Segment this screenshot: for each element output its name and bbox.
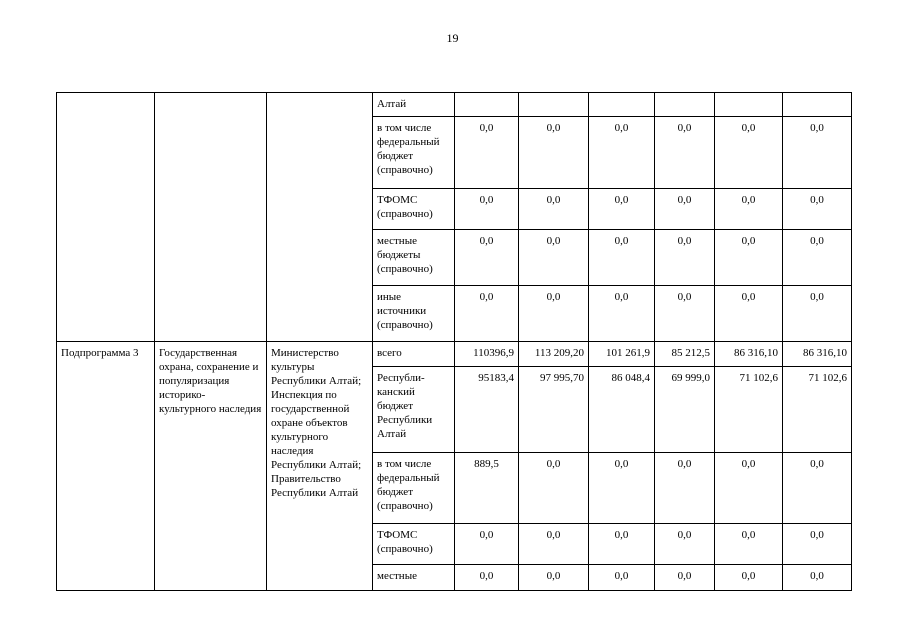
- subprogram-label: Подпрограмма 3: [57, 342, 155, 591]
- value-cell: 0,0: [589, 453, 655, 524]
- value-cell: [455, 93, 519, 117]
- source-cell: в том числе федеральный бюджет (справочно): [373, 117, 455, 189]
- value-cell: 889,5: [455, 453, 519, 524]
- source-cell: иные источники (справочно): [373, 286, 455, 342]
- value-cell: 0,0: [455, 117, 519, 189]
- cont-col1: [57, 93, 155, 342]
- value-cell: 0,0: [783, 230, 852, 286]
- value-cell: 0,0: [783, 286, 852, 342]
- value-cell: 0,0: [715, 189, 783, 230]
- subprogram-executors: [267, 342, 373, 591]
- source-cell: в том числе федеральный бюджет (справочно): [373, 453, 455, 524]
- value-cell: 0,0: [715, 453, 783, 524]
- executor-3: Правительство Республики Алтай: [271, 473, 359, 499]
- value-cell: 0,0: [655, 117, 715, 189]
- value-cell: [519, 93, 589, 117]
- value-cell: 0,0: [455, 230, 519, 286]
- budget-table: [56, 92, 852, 591]
- value-cell: 95183,4: [455, 367, 519, 453]
- value-cell: 0,0: [589, 565, 655, 591]
- value-cell: 86 316,10: [715, 342, 783, 367]
- value-cell: 0,0: [519, 524, 589, 565]
- value-cell: 0,0: [783, 189, 852, 230]
- value-cell: 0,0: [783, 524, 852, 565]
- value-cell: 0,0: [519, 565, 589, 591]
- value-cell: [783, 93, 852, 117]
- value-cell: 0,0: [519, 189, 589, 230]
- value-cell: [589, 93, 655, 117]
- value-cell: 85 212,5: [655, 342, 715, 367]
- value-cell: 71 102,6: [715, 367, 783, 453]
- subprogram-name: Государственная охрана, сохранение и популяризация историко-культурного наследия: [155, 342, 267, 591]
- value-cell: 0,0: [783, 117, 852, 189]
- value-cell: [715, 93, 783, 117]
- value-cell: 0,0: [655, 524, 715, 565]
- source-cell: Республи-канский бюджет Республики Алтай: [373, 367, 455, 453]
- page-number: 19: [446, 31, 459, 45]
- value-cell: 0,0: [589, 524, 655, 565]
- value-cell: 0,0: [655, 565, 715, 591]
- value-cell: 86 048,4: [589, 367, 655, 453]
- source-cell: ТФОМС (справочно): [373, 524, 455, 565]
- value-cell: 0,0: [715, 565, 783, 591]
- value-cell: 0,0: [589, 117, 655, 189]
- value-cell: 86 316,10: [783, 342, 852, 367]
- value-cell: 0,0: [519, 453, 589, 524]
- table-row: [57, 342, 852, 367]
- value-cell: 101 261,9: [589, 342, 655, 367]
- executor-1: Министерство культуры Республики Алтай;: [271, 347, 362, 387]
- cont-col2: [155, 93, 267, 342]
- value-cell: 71 102,6: [783, 367, 852, 453]
- value-cell: 0,0: [519, 230, 589, 286]
- value-cell: 0,0: [455, 189, 519, 230]
- value-cell: 113 209,20: [519, 342, 589, 367]
- value-cell: 0,0: [455, 565, 519, 591]
- source-cell: ТФОМС (справочно): [373, 189, 455, 230]
- value-cell: 0,0: [589, 189, 655, 230]
- value-cell: 69 999,0: [655, 367, 715, 453]
- cont-col3: [267, 93, 373, 342]
- value-cell: 0,0: [715, 524, 783, 565]
- source-cell: всего: [373, 342, 455, 367]
- value-cell: 0,0: [589, 286, 655, 342]
- value-cell: 0,0: [715, 286, 783, 342]
- value-cell: 97 995,70: [519, 367, 589, 453]
- value-cell: 0,0: [715, 117, 783, 189]
- value-cell: 110396,9: [455, 342, 519, 367]
- value-cell: 0,0: [655, 286, 715, 342]
- value-cell: 0,0: [783, 565, 852, 591]
- value-cell: 0,0: [519, 286, 589, 342]
- value-cell: 0,0: [655, 230, 715, 286]
- value-cell: 0,0: [455, 286, 519, 342]
- value-cell: [655, 93, 715, 117]
- table-row: [57, 93, 852, 117]
- value-cell: 0,0: [655, 453, 715, 524]
- executor-2: Инспекция по государственной охране объектов культурного наследия Республики Алтай;: [271, 389, 362, 471]
- value-cell: 0,0: [455, 524, 519, 565]
- value-cell: 0,0: [783, 453, 852, 524]
- value-cell: 0,0: [519, 117, 589, 189]
- value-cell: 0,0: [715, 230, 783, 286]
- source-cell: Алтай: [373, 93, 455, 117]
- value-cell: 0,0: [589, 230, 655, 286]
- value-cell: 0,0: [655, 189, 715, 230]
- source-cell: местные бюджеты (справочно): [373, 230, 455, 286]
- source-cell: местные: [373, 565, 455, 591]
